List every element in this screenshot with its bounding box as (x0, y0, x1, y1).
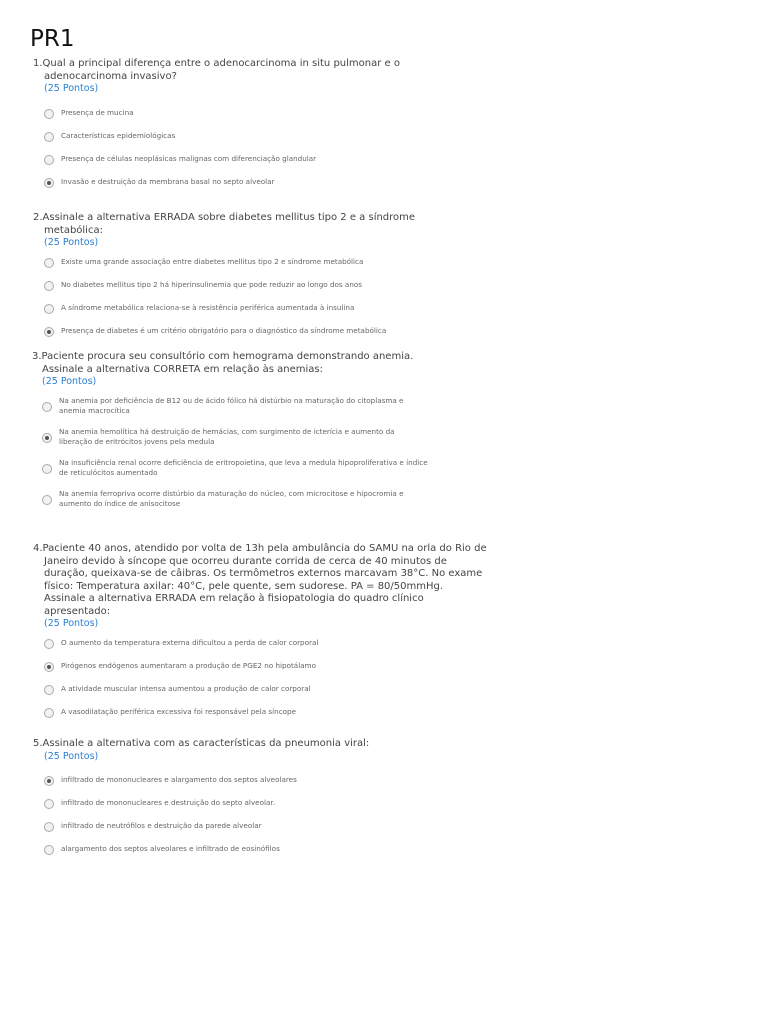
option-label: Na insuficiência renal ocorre deficiência de eritropoietina, que leva a medula hipoproliferativa e índice de reticulócitos aumentado (59, 458, 428, 477)
option-list (32, 396, 432, 520)
option-4[interactable] (44, 177, 452, 200)
radio-button[interactable] (44, 845, 54, 855)
option-1[interactable] (44, 775, 452, 798)
radio-button[interactable] (42, 433, 52, 443)
option-label: Existe uma grande associação entre diabetes mellitus tipo 2 e síndrome metabólica (61, 257, 364, 266)
radio-button[interactable] (44, 685, 54, 695)
radio-button[interactable] (44, 281, 54, 291)
option-label: A síndrome metabólica relaciona-se à resistência periférica aumentada à insulina (61, 303, 355, 312)
option-2[interactable] (44, 280, 452, 303)
radio-button[interactable] (44, 799, 54, 809)
radio-button[interactable] (44, 639, 54, 649)
option-label: Na anemia hemolítica há destruição de hemácias, com surgimento de icterícia e aumento da liberação de eritrócitos jovens pela medula (59, 427, 395, 446)
option-2[interactable] (44, 131, 452, 154)
radio-button[interactable] (44, 822, 54, 832)
radio-button[interactable] (44, 258, 54, 268)
option-2[interactable] (44, 661, 487, 684)
question-text: 2.Assinale a alternativa ERRADA sobre diabetes mellitus tipo 2 e a síndrome metabólica: (33, 212, 416, 236)
radio-button[interactable] (44, 178, 54, 188)
option-label: infiltrado de neutrófilos e destruição da parede alveolar (61, 820, 262, 830)
option-label: infiltrado de mononucleares e alargamento dos septos alveolares (61, 774, 297, 784)
question-3 (32, 351, 432, 520)
option-3[interactable] (44, 821, 452, 844)
option-label: infiltrado de mononucleares e destruição do septo alveolar. (61, 797, 275, 807)
radio-button[interactable] (42, 464, 52, 474)
option-4[interactable] (44, 844, 452, 867)
option-label: O aumento da temperatura externa dificultou a perda de calor corporal (61, 638, 319, 647)
option-4[interactable] (44, 707, 487, 730)
question-text: 1.Qual a principal diferença entre o adenocarcinoma in situ pulmonar e o adenocarcinoma invasivo? (33, 58, 400, 82)
option-label: Características epidemiológicas (61, 131, 176, 140)
page-title: PR1 (30, 26, 75, 52)
radio-button[interactable] (44, 327, 54, 337)
option-list (32, 638, 487, 730)
radio-button[interactable] (42, 495, 52, 505)
option-label: Na anemia por deficiência de B12 ou de ácido fólico há distúrbio na maturação do citoplasma e anemia macrocítica (59, 396, 404, 415)
option-1[interactable] (44, 257, 452, 280)
option-label: Presença de células neoplásicas malignas com diferenciação glandular (61, 154, 317, 163)
question-points: (25 Pontos) (42, 376, 97, 387)
option-label: alargamento dos septos alveolares e infiltrado de eosinófilos (61, 843, 280, 853)
option-1[interactable] (44, 108, 452, 131)
option-label: A atividade muscular intensa aumentou a produção de calor corporal (61, 684, 311, 693)
radio-button[interactable] (44, 662, 54, 672)
option-4[interactable] (42, 489, 432, 520)
option-1[interactable] (44, 638, 487, 661)
question-points: (25 Pontos) (44, 83, 99, 94)
option-list (32, 257, 452, 349)
option-label: Presença de diabetes é um critério obrigatório para o diagnóstico da síndrome metabólica (61, 326, 387, 335)
option-list (32, 108, 452, 200)
option-label: Pirógenos endógenos aumentaram a produção de PGE2 no hipotálamo (61, 661, 316, 670)
question-text: 4.Paciente 40 anos, atendido por volta de 13h pela ambulância do SAMU na orla do Rio de Janeiro devido à síncope que ocorreu durante corrida de cerca de 40 minutos de duração, queixava-se de câibras. Os termômetros externos marcavam 38°C. No exame físico: Temperatura axilar: 40°C, pele quente, sem sudorese. PA = 80/50mmHg. Assinale a alternativa ERRADA em relação à fisiopatologia do quadro clínico apresentado: (33, 543, 487, 617)
option-label: No diabetes mellitus tipo 2 há hiperinsulinemia que pode reduzir ao longo dos anos (61, 280, 363, 289)
question-text: 5.Assinale a alternativa com as características da pneumonia viral: (33, 738, 370, 749)
question-points: (25 Pontos) (44, 618, 99, 629)
radio-button[interactable] (44, 155, 54, 165)
option-label: Invasão e destruição da membrana basal no septo alveolar (61, 177, 275, 186)
option-3[interactable] (42, 458, 432, 489)
radio-button[interactable] (44, 708, 54, 718)
radio-button[interactable] (44, 776, 54, 786)
option-label: A vasodilatação periférica excessiva foi responsável pela síncope (61, 707, 297, 716)
option-2[interactable] (42, 427, 432, 458)
option-1[interactable] (42, 396, 432, 427)
question-2 (32, 212, 452, 349)
option-label: Presença de mucina (61, 108, 134, 117)
question-4 (32, 543, 487, 730)
question-1 (32, 58, 452, 200)
option-label: Na anemia ferropriva ocorre distúrbio da maturação do núcleo, com microcitose e hipocromia e aumento do índice de anisocitose (59, 489, 404, 508)
option-3[interactable] (44, 684, 487, 707)
radio-button[interactable] (42, 402, 52, 412)
option-2[interactable] (44, 798, 452, 821)
option-3[interactable] (44, 154, 452, 177)
radio-button[interactable] (44, 109, 54, 119)
option-4[interactable] (44, 326, 452, 349)
question-points: (25 Pontos) (44, 237, 99, 248)
radio-button[interactable] (44, 132, 54, 142)
radio-button[interactable] (44, 304, 54, 314)
question-text: 3.Paciente procura seu consultório com hemograma demonstrando anemia. Assinale a alternativa CORRETA em relação às anemias: (32, 351, 414, 375)
question-points: (25 Pontos) (44, 750, 99, 762)
option-3[interactable] (44, 303, 452, 326)
option-list (32, 775, 452, 867)
question-5 (32, 738, 452, 867)
